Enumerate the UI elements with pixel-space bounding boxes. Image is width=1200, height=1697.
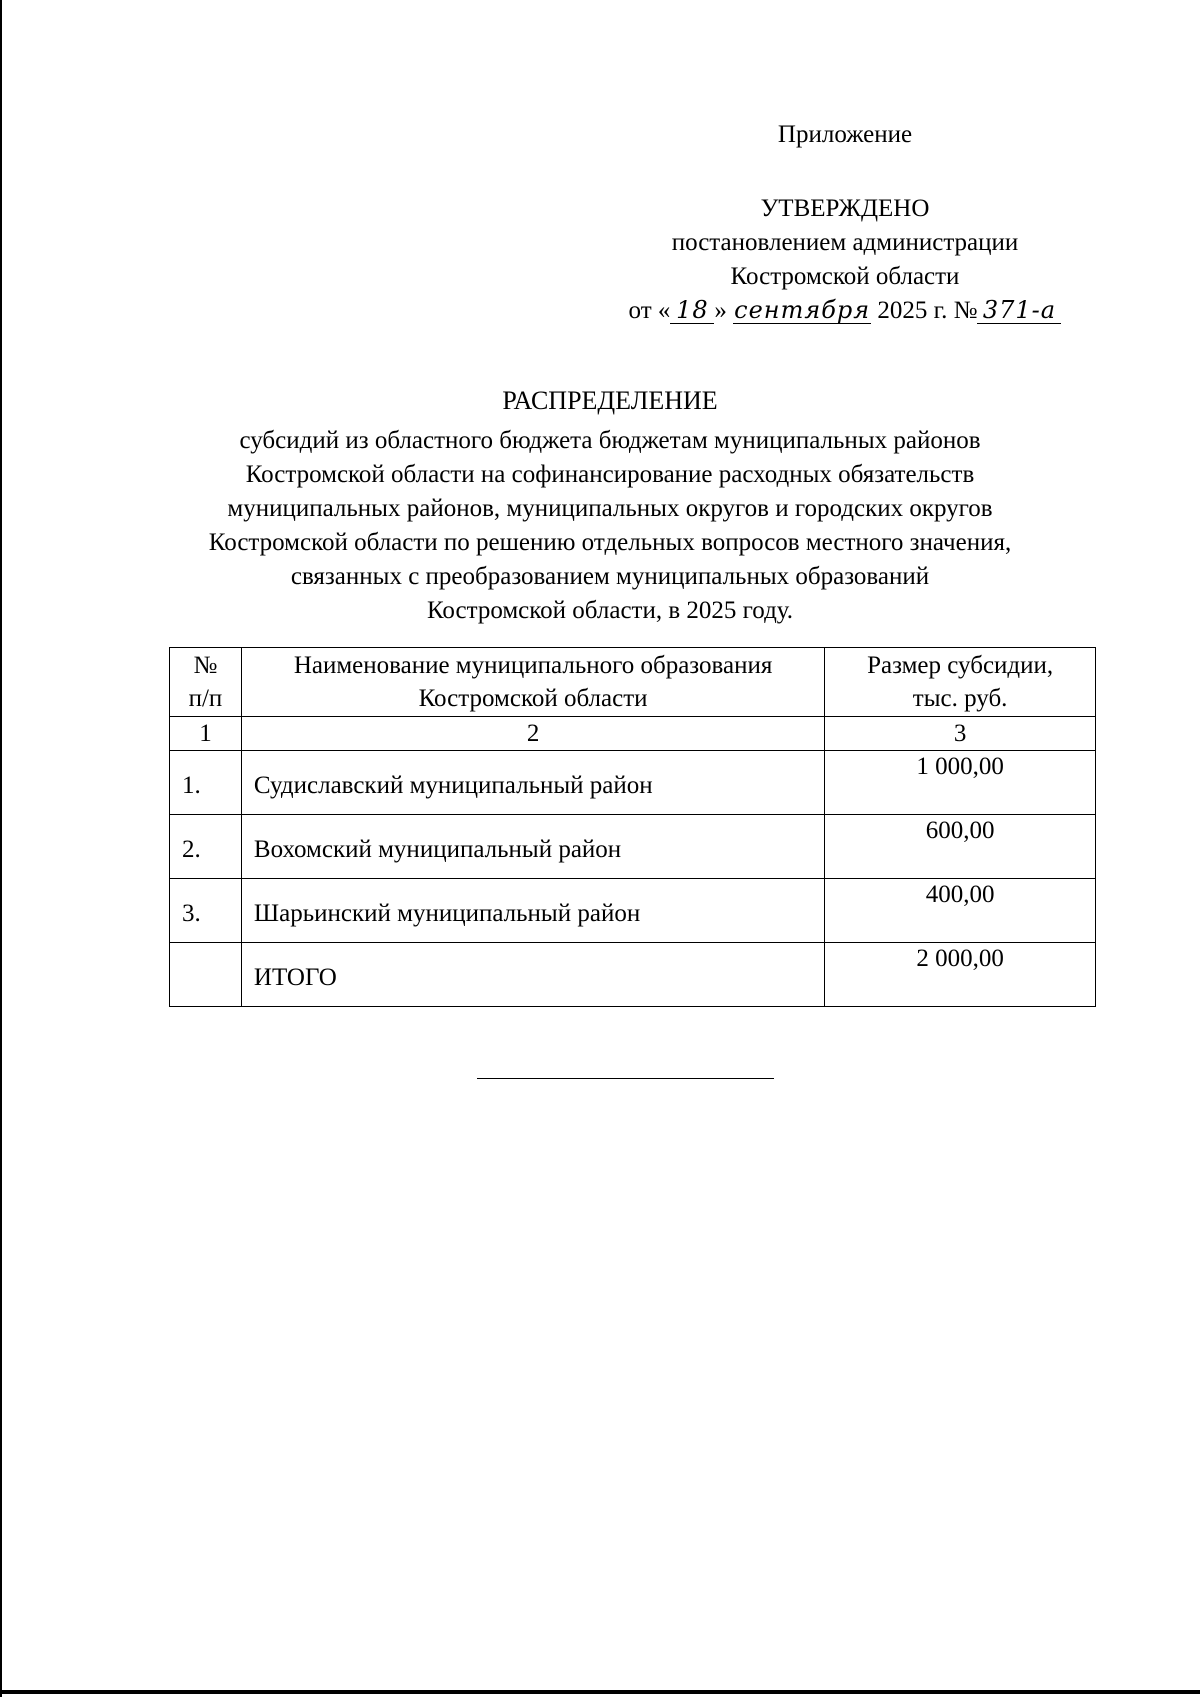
subtitle-line: Костромской области на софинансирование расходных обязательств [245, 461, 975, 488]
header-amount-line2: тыс. руб. [912, 685, 1008, 712]
column-number: 1 [170, 717, 242, 751]
row-number: 2. [170, 815, 242, 879]
header-name-line2: Костромской области [418, 685, 648, 712]
header-amount-line1: Размер субсидии, [867, 652, 1054, 679]
row-municipality: Вохомский муниципальный район [241, 815, 824, 879]
subtitle-line: субсидий из областного бюджета бюджетам муниципальных районов [239, 427, 981, 454]
approved-by-line: постановлением администрации [671, 229, 1019, 256]
scan-edge-left [0, 0, 2, 1697]
document-end-line [477, 1078, 774, 1079]
document-subtitle [150, 424, 1070, 628]
total-row [170, 943, 1096, 1007]
subtitle-line: связанных с преобразованием муниципальных образований [290, 563, 930, 590]
table-header-row [170, 648, 1096, 717]
approved-label: УТВЕРЖДЕНО [760, 195, 930, 222]
approved-region-line: Костромской области [730, 263, 960, 290]
column-number: 2 [241, 717, 824, 751]
row-amount: 1 000,00 [825, 751, 1096, 815]
date-prefix: от « [628, 297, 671, 324]
decree-number: 371-а [977, 297, 1061, 324]
distribution-table [169, 647, 1096, 1007]
document-title: РАСПРЕДЕЛЕНИЕ [502, 386, 718, 415]
date-day: 18 [670, 297, 714, 324]
header-number-line1: № [193, 652, 218, 679]
column-number: 3 [825, 717, 1096, 751]
header-amount [825, 648, 1096, 717]
total-amount: 2 000,00 [825, 943, 1096, 1007]
total-number [170, 943, 242, 1007]
total-label: ИТОГО [241, 943, 824, 1007]
header-name [241, 648, 824, 717]
row-municipality: Судиславский муниципальный район [241, 751, 824, 815]
header-number-line2: п/п [188, 685, 223, 712]
scan-edge-bottom [0, 1690, 1200, 1694]
row-amount: 400,00 [825, 879, 1096, 943]
column-number-row [170, 717, 1096, 751]
header-name-line1: Наименование муниципального образования [293, 652, 773, 679]
date-year: 2025 г. № [877, 297, 978, 324]
subtitle-line: муниципальных районов, муниципальных округов и городских округов [227, 495, 993, 522]
row-number: 1. [170, 751, 242, 815]
approval-date-line [600, 294, 1090, 328]
table-row [170, 879, 1096, 943]
date-month: сентября [734, 296, 871, 324]
table-row [170, 815, 1096, 879]
row-municipality: Шарьинский муниципальный район [241, 879, 824, 943]
header-number [170, 648, 242, 717]
date-quote-close: » [714, 297, 727, 324]
subtitle-line: Костромской области по решению отдельных вопросов местного значения, [208, 529, 1012, 556]
row-amount: 600,00 [825, 815, 1096, 879]
table-row [170, 751, 1096, 815]
appendix-label: Приложение [777, 121, 913, 148]
row-number: 3. [170, 879, 242, 943]
subtitle-line: Костромской области, в 2025 году. [426, 597, 794, 624]
